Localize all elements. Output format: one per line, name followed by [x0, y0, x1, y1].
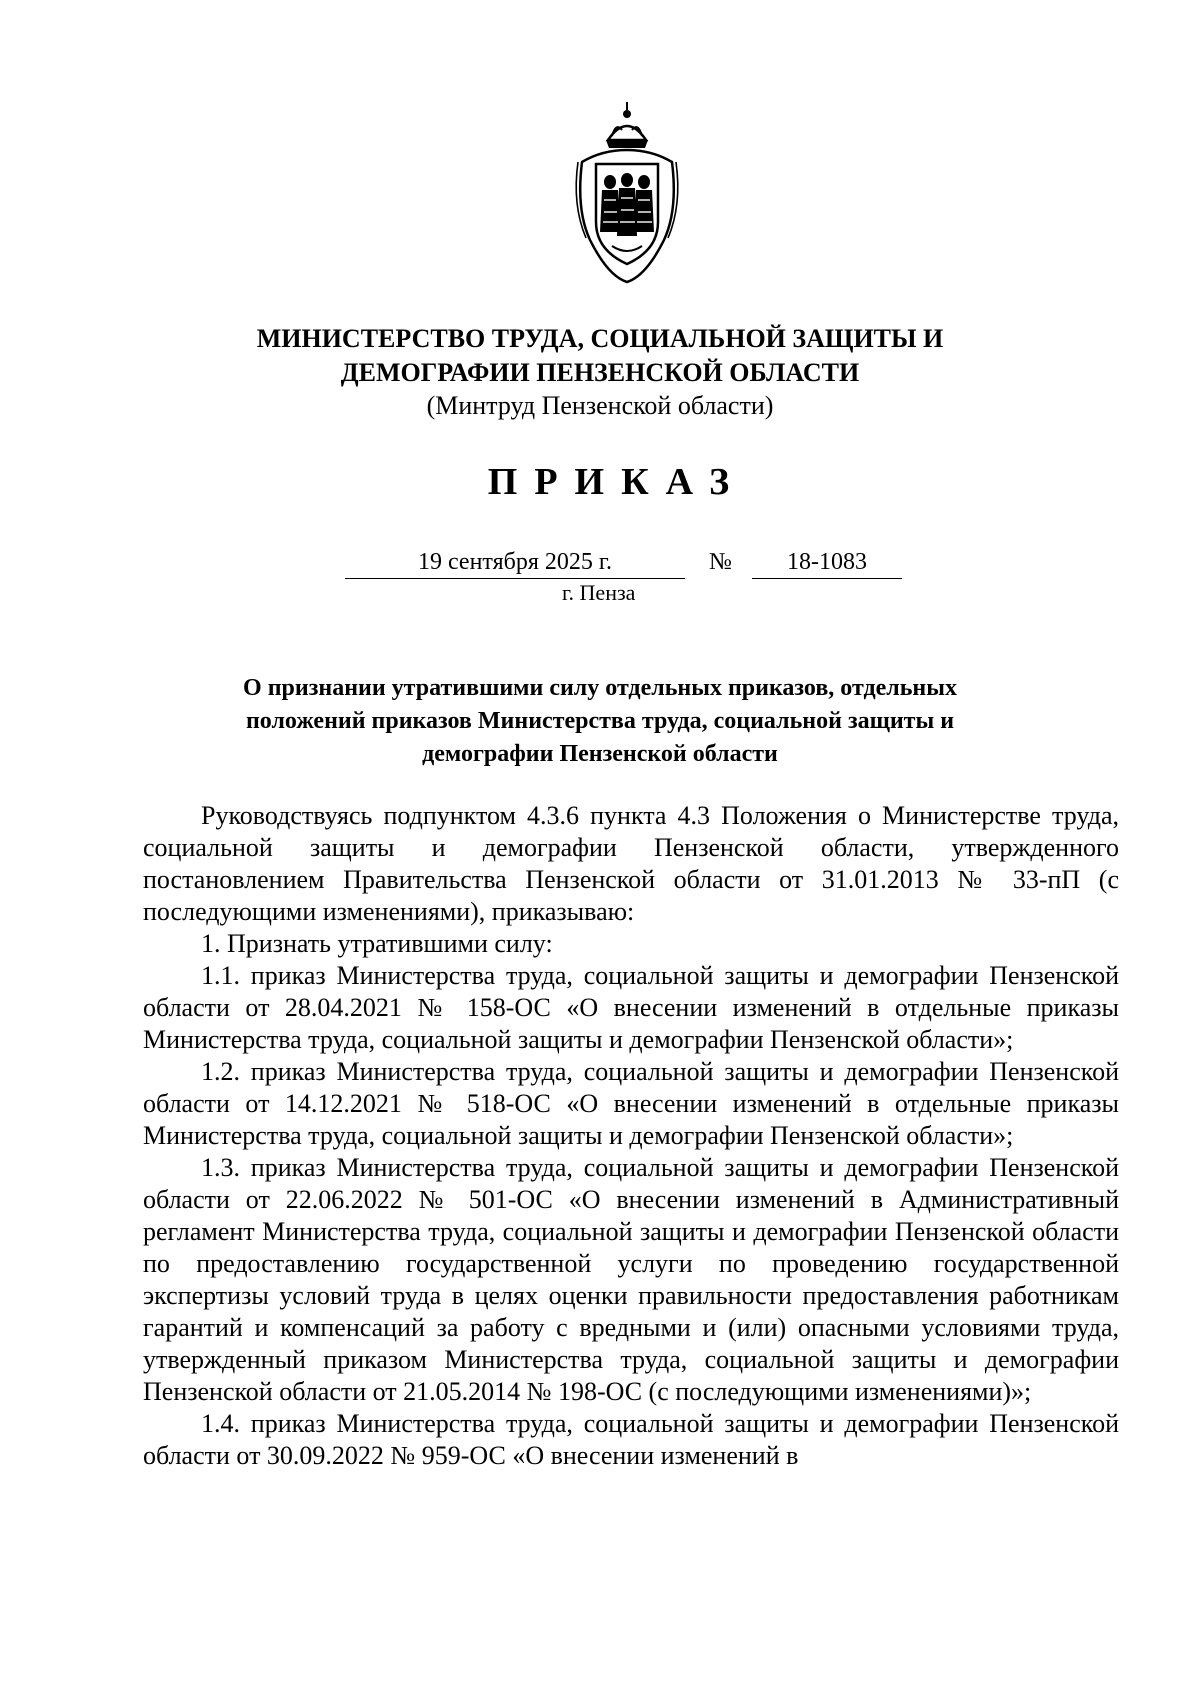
item-1: 1. Признать утратившими силу: — [201, 929, 553, 958]
coat-of-arms-emblem — [568, 100, 686, 285]
subject-line1: О признании утратившими силу отдельных приказов, отдельных — [243, 675, 957, 701]
ministry-name-line1: МИНИСТЕРСТВО ТРУДА, СОЦИАЛЬНОЙ ЗАЩИТЫ И — [256, 324, 944, 353]
document-city: г. Пенза — [562, 580, 636, 605]
ministry-name-line2: ДЕМОГРАФИИ ПЕНЗЕНСКОЙ ОБЛАСТИ — [340, 358, 860, 387]
document-body — [143, 800, 1119, 1472]
item-1-2: 1.2. приказ Министерства труда, социальной защиты и демографии Пензенской области от 14.12.2021 № 518-ОС «О внесении изменений в отдельные приказы Министерства труда, социальной защиты и демографии Пензенской области»; — [143, 1057, 1119, 1150]
document-type-title: ПРИКАЗ — [487, 461, 747, 503]
item-1-1: 1.1. приказ Министерства труда, социальной защиты и демографии Пензенской области от 28.04.2021 № 158-ОС «О внесении изменений в отдельные приказы Министерства труда, социальной защиты и демографии Пензенской области»; — [143, 961, 1119, 1054]
item-1-3: 1.3. приказ Министерства труда, социальной защиты и демографии Пензенской области от 22.06.2022 № 501-ОС «О внесении изменений в Административный регламент Министерства труда, социальной защиты и демографии Пензенской области по предоставлению государственной услуги по проведению государственной экспертизы условий труда в целях оценки правильности предоставления работникам гарантий и компенсаций за работу с вредными и (или) опасными условиями труда, утвержденный приказом Министерства труда, социальной защиты и демографии Пензенской области от 21.05.2014 № 198-ОС (с последующими изменениями)»; — [143, 1153, 1119, 1406]
number-sign: № — [709, 549, 732, 575]
document-date: 19 сентября 2025 г. — [345, 548, 685, 579]
subject-line2: положений приказов Министерства труда, социальной защиты и — [245, 708, 955, 734]
preamble-paragraph: Руководствуясь подпунктом 4.3.6 пункта 4.3 Положения о Министерстве труда, социальной защиты и демографии Пензенской области, утвержденного постановлением Правительства Пензенской области от 31.01.2013 № 33-пП (с последующими изменениями), приказываю: — [143, 801, 1119, 926]
item-1-4: 1.4. приказ Министерства труда, социальной защиты и демографии Пензенской области от 30.09.2022 № 959-ОС «О внесении изменений в — [143, 1409, 1119, 1470]
subject-line3: демографии Пензенской области — [422, 741, 778, 767]
document-subject — [150, 672, 1050, 771]
document-number: 18-1083 — [752, 548, 902, 579]
ministry-name — [0, 322, 1200, 390]
ministry-short-name: (Минтруд Пензенской области) — [426, 391, 774, 420]
